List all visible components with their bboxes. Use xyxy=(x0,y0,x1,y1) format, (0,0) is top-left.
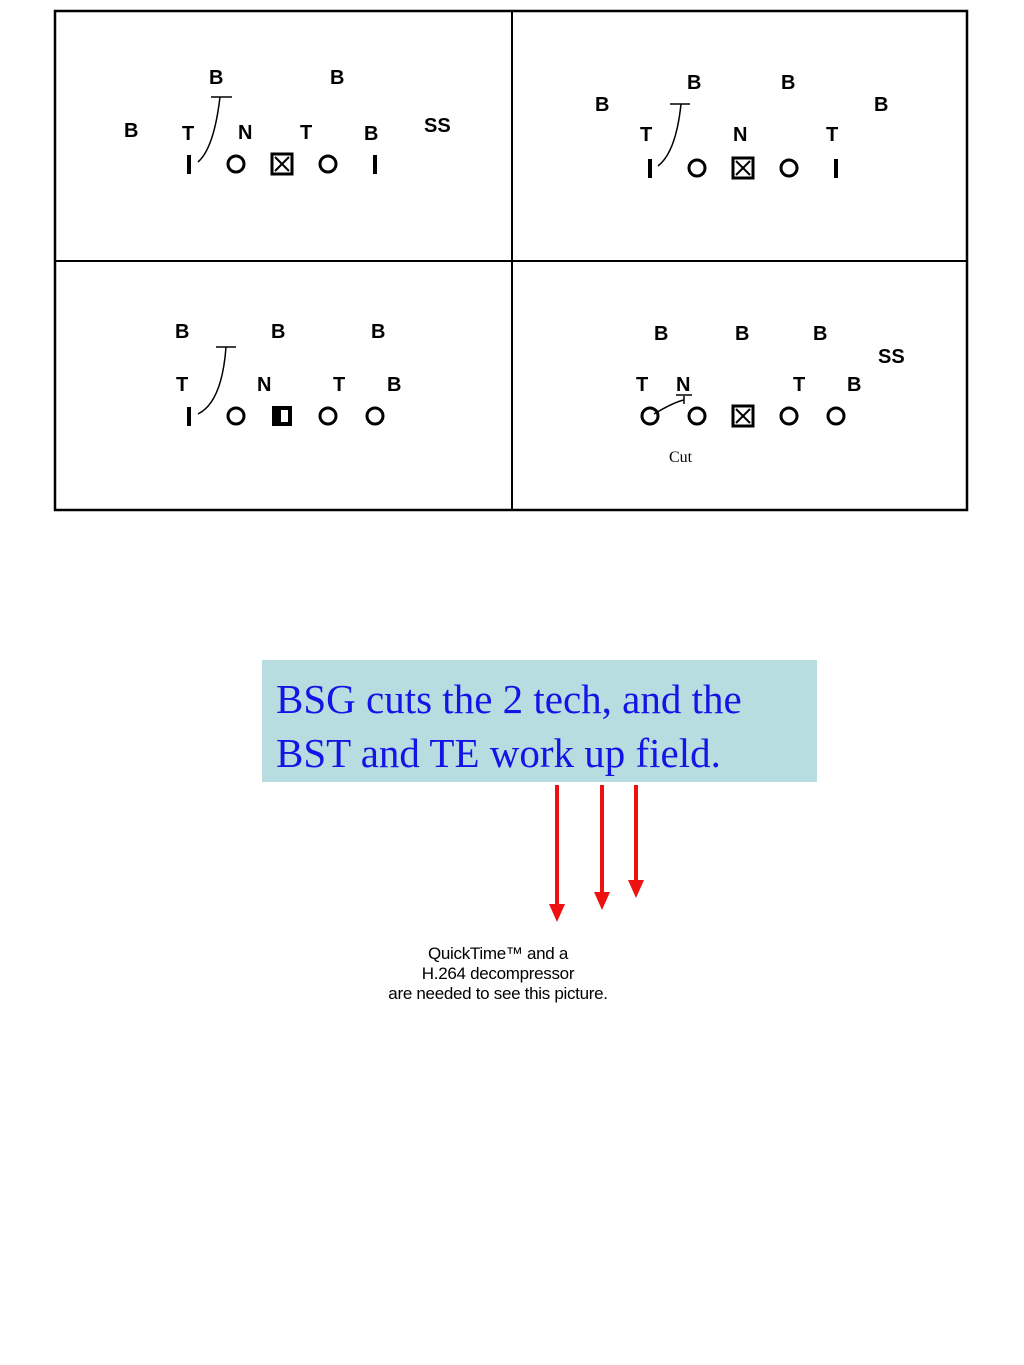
defender-label: B xyxy=(271,321,286,343)
defender-label: SS xyxy=(878,346,905,368)
block-route xyxy=(198,97,220,162)
defender-label: B xyxy=(781,72,796,94)
lineman-tackle xyxy=(689,408,705,424)
defender-label: T xyxy=(176,374,189,396)
caption-line-2: BST and TE work up field. xyxy=(276,730,721,776)
lineman-tackle xyxy=(228,156,244,172)
quicktime-line-1: QuickTime™ and a xyxy=(427,944,569,963)
lineman-tackle xyxy=(781,408,797,424)
defender-label: B xyxy=(687,72,702,94)
defender-label: N xyxy=(733,124,748,146)
defender-label: B xyxy=(595,94,610,116)
defender-label: B xyxy=(364,123,379,145)
quicktime-line-2: H.264 decompressor xyxy=(421,964,575,983)
panel-bottom-right xyxy=(636,323,905,466)
defender-label: B xyxy=(371,321,386,343)
defender-label: B xyxy=(124,120,139,142)
down-arrow-icon xyxy=(628,785,644,898)
center-symbol xyxy=(272,406,292,426)
defender-label: SS xyxy=(424,115,451,137)
defender-label: T xyxy=(640,124,653,146)
lineman-end xyxy=(648,159,652,178)
panel-bottom-left xyxy=(175,321,401,426)
defender-label: T xyxy=(182,123,195,145)
panel-top-left xyxy=(124,67,451,174)
lineman-end xyxy=(828,408,844,424)
defender-label: N xyxy=(257,374,272,396)
lineman-end xyxy=(642,408,658,424)
cut-annotation: Cut xyxy=(669,449,693,466)
defender-label: T xyxy=(826,124,839,146)
arrows xyxy=(540,782,660,927)
defender-label: B xyxy=(847,374,862,396)
play-diagram-grid xyxy=(0,0,1024,520)
defender-label: T xyxy=(636,374,649,396)
defender-label: B xyxy=(654,323,669,345)
lineman-tackle xyxy=(228,408,244,424)
caption-line-1: BSG cuts the 2 tech, and the xyxy=(276,676,742,722)
defender-label: B xyxy=(330,67,345,89)
lineman-end xyxy=(367,408,383,424)
defender-label: B xyxy=(813,323,828,345)
defender-label: B xyxy=(175,321,190,343)
defender-label: B xyxy=(387,374,402,396)
lineman-tackle xyxy=(320,408,336,424)
block-route xyxy=(198,347,226,414)
center-symbol xyxy=(733,158,753,178)
quicktime-placeholder xyxy=(330,944,666,1004)
lineman-end xyxy=(187,407,191,426)
quicktime-line-3: are needed to see this picture. xyxy=(388,984,608,1003)
defender-label: T xyxy=(333,374,346,396)
lineman-end xyxy=(834,159,838,178)
lineman-tackle xyxy=(689,160,705,176)
lineman-tackle xyxy=(781,160,797,176)
defender-label: T xyxy=(793,374,806,396)
defender-label: N xyxy=(676,374,691,396)
lineman-tackle xyxy=(320,156,336,172)
lineman-end xyxy=(373,155,377,174)
defender-label: N xyxy=(238,122,253,144)
defender-label: B xyxy=(735,323,750,345)
panel-top-right xyxy=(595,72,888,178)
defender-label: B xyxy=(874,94,889,116)
center-symbol xyxy=(733,406,753,426)
center-symbol xyxy=(272,154,292,174)
down-arrow-icon xyxy=(594,785,610,910)
down-arrow-icon xyxy=(549,785,565,922)
caption-box xyxy=(262,660,817,782)
defender-label: B xyxy=(209,67,224,89)
defender-label: T xyxy=(300,122,313,144)
block-route xyxy=(658,104,681,166)
lineman-end xyxy=(187,155,191,174)
